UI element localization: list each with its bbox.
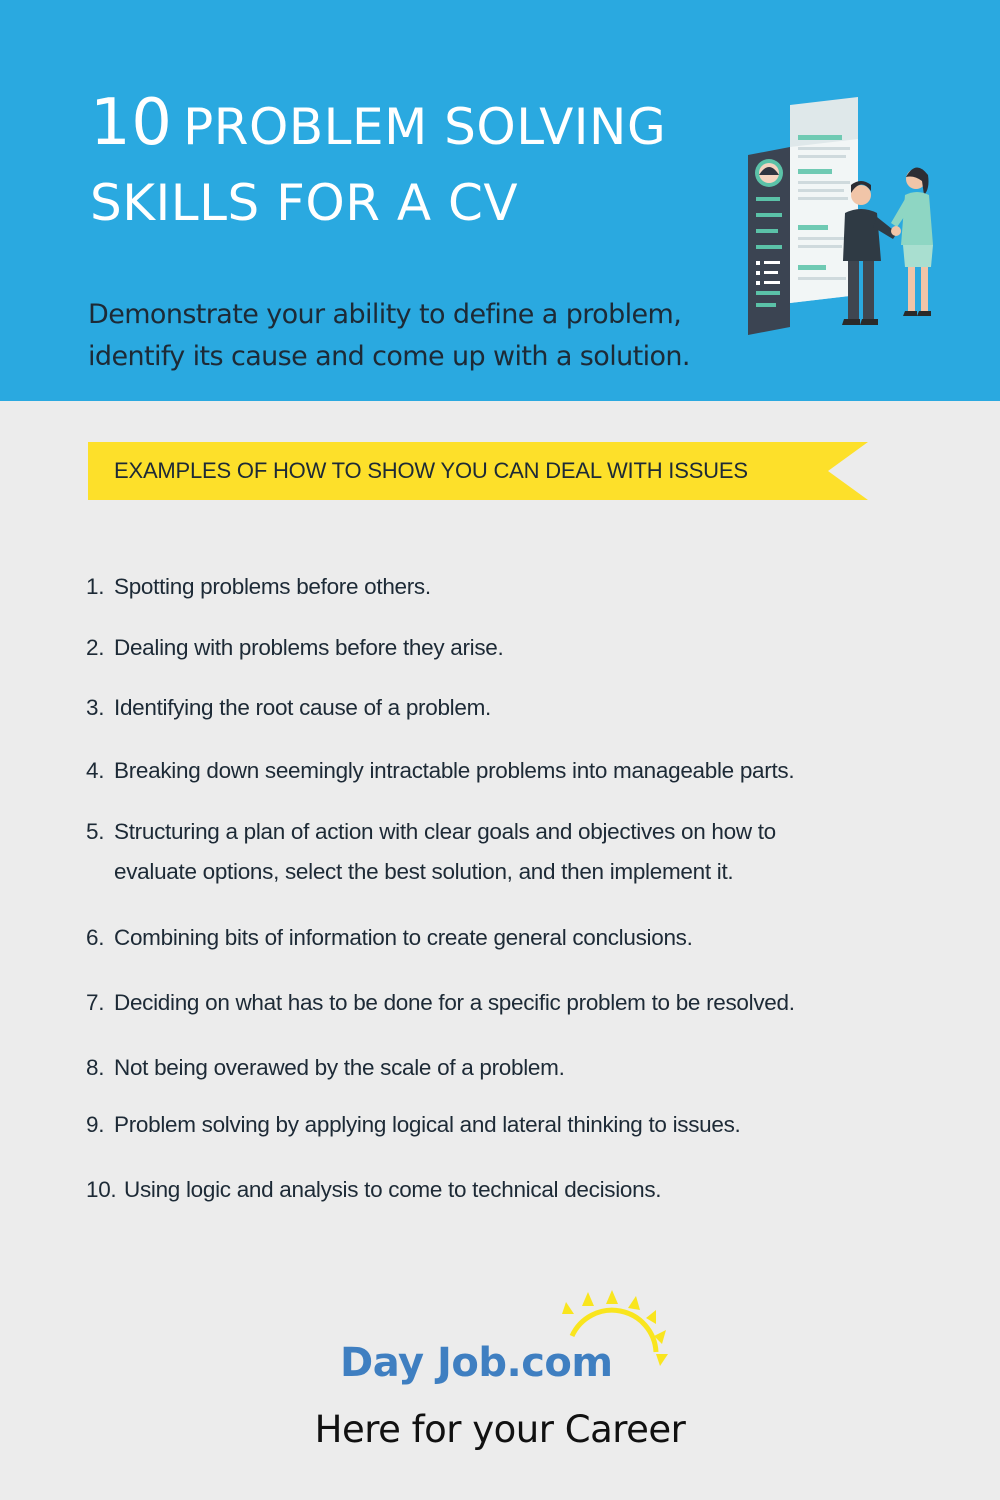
item-text: Combining bits of information to create general conclusions. bbox=[114, 925, 693, 950]
item-number: 5. bbox=[86, 819, 105, 844]
list-item bbox=[86, 628, 886, 668]
item-number: 8. bbox=[86, 1055, 105, 1080]
header-section bbox=[0, 0, 1000, 401]
item-text: Breaking down seemingly intractable problems into manageable parts. bbox=[114, 758, 795, 783]
item-number: 4. bbox=[86, 758, 105, 783]
list-item bbox=[86, 688, 886, 728]
item-text: Identifying the root cause of a problem. bbox=[114, 695, 491, 720]
item-number: 1. bbox=[86, 574, 105, 599]
list-item bbox=[86, 751, 886, 791]
item-number: 3. bbox=[86, 695, 105, 720]
subtitle bbox=[88, 294, 728, 378]
item-text-continued: evaluate options, select the best solution, and then implement it. bbox=[114, 859, 734, 884]
item-text: Structuring a plan of action with clear goals and objectives on how to bbox=[114, 819, 776, 844]
item-number: 9. bbox=[86, 1112, 105, 1137]
subtitle-line-1: Demonstrate your ability to define a problem, bbox=[88, 299, 682, 330]
item-number: 6. bbox=[86, 925, 105, 950]
tagline: Here for your Career bbox=[314, 1408, 686, 1451]
item-number: 7. bbox=[86, 990, 105, 1015]
section-banner bbox=[88, 442, 868, 500]
list-item bbox=[86, 983, 886, 1023]
subtitle-line-2: identify its cause and come up with a solution. bbox=[88, 341, 690, 372]
item-text: Using logic and analysis to come to technical decisions. bbox=[124, 1177, 662, 1202]
list-item bbox=[86, 1048, 886, 1088]
list-item bbox=[86, 1170, 886, 1210]
title-line-1: PROBLEM SOLVING bbox=[183, 98, 667, 156]
logo-job: Job bbox=[436, 1340, 507, 1386]
logo-wordmark bbox=[340, 1340, 613, 1386]
list-item bbox=[86, 1105, 886, 1145]
item-text: Problem solving by applying logical and lateral thinking to issues. bbox=[114, 1112, 741, 1137]
item-text: Dealing with problems before they arise. bbox=[114, 635, 504, 660]
logo-dot: . bbox=[506, 1340, 522, 1386]
logo-day: Day bbox=[340, 1340, 424, 1386]
item-number: 10. bbox=[86, 1177, 117, 1202]
dayjob-logo bbox=[338, 1290, 678, 1390]
list-item bbox=[86, 918, 886, 958]
item-number: 2. bbox=[86, 635, 105, 660]
item-text: Spotting problems before others. bbox=[114, 574, 431, 599]
title-number: 10 bbox=[90, 86, 173, 160]
title-line-2: SKILLS FOR A CV bbox=[90, 174, 519, 232]
page-title bbox=[90, 86, 666, 232]
banner-label: EXAMPLES OF HOW TO SHOW YOU CAN DEAL WITH ISSUES bbox=[114, 458, 748, 483]
logo-com: com bbox=[521, 1340, 613, 1386]
cv-handshake-illustration bbox=[740, 95, 950, 340]
list-item bbox=[86, 567, 886, 607]
list-item bbox=[86, 812, 886, 892]
item-text: Deciding on what has to be done for a specific problem to be resolved. bbox=[114, 990, 795, 1015]
item-text: Not being overawed by the scale of a problem. bbox=[114, 1055, 565, 1080]
